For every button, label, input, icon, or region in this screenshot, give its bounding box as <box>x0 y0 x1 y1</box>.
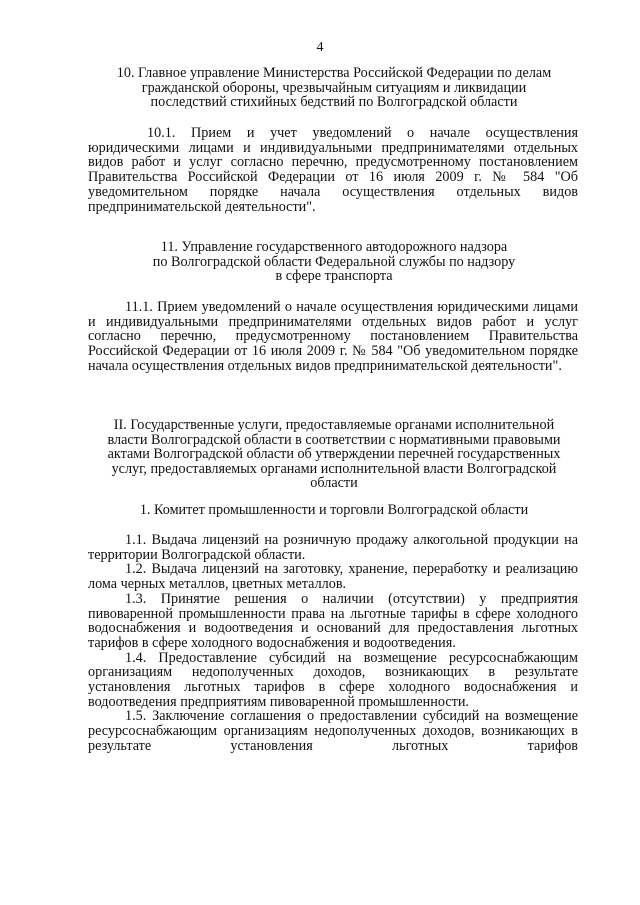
heading-line: в сфере транспорта <box>275 268 393 284</box>
items-1 <box>88 533 578 754</box>
paragraph-text: 11.1. Прием уведомлений о начале осуществления юридическими лицами и индивидуальными предпринимателями отдельных видов работ и услуг согласно перечню, предусмотренному постановлением Правительства Российской Федерации от 16 июля 2009 г. № 584 "Об уведомительном порядке начала осуществления отдельных видов предпринимательской деятельности". <box>88 299 578 374</box>
heading-line: власти Волгоградской области в соответствии с нормативными правовыми <box>107 431 561 448</box>
heading-line: по Волгоградской области Федеральной службы по надзору <box>152 253 516 270</box>
paragraph-1-3: 1.3. Принятие решения о наличии (отсутствии) у предприятия пивоваренной промышленности права на льготные тарифы в сфере холодного водоснабжения и водоотведения и оснований для предоставления льготных тарифов в сфере холодного водоснабжения и водоотведения. <box>88 590 578 651</box>
heading-line: актами Волгоградской области об утверждении перечней государственных <box>107 446 561 462</box>
heading-line: 10. Главное управление Министерства Российской Федерации по делам <box>116 65 552 81</box>
heading-line: 1. Комитет промышленности и торговли Волгоградской области <box>139 502 529 518</box>
paragraph-10-1 <box>88 126 578 214</box>
paragraph-1-5: 1.5. Заключение соглашения о предоставлении субсидий на возмещение ресурсоснабжающим организациям недополученных доходов, возникающих в результате установления льготных тарифов <box>88 708 578 754</box>
section-11-heading <box>90 240 578 284</box>
paragraph-text: 10.1. Прием и учет уведомлений о начале осуществления юридическими лицами и индивидуальными предпринимателями отдельных видов работ и услуг согласно перечню, предусмотренному постановлением Правительства Российской Федерации от 16 июля 2009 г. № 584 "Об уведомительном порядке начала осуществления отдельных видов предпринимательской деятельности". <box>88 125 578 215</box>
heading-line: области <box>310 475 358 491</box>
paragraph-11-1 <box>88 300 578 374</box>
heading-line: последствий стихийных бедствий по Волгоградской области <box>150 94 518 110</box>
committee-1-heading <box>90 503 578 518</box>
page-number: 4 <box>316 40 324 55</box>
paragraph-1-1: 1.1. Выдача лицензий на розничную продажу алкогольной продукции на территории Волгоградской области. <box>88 532 578 563</box>
paragraph-1-2: 1.2. Выдача лицензий на заготовку, хранение, переработку и реализацию лома черных металлов, цветных металлов. <box>88 561 578 593</box>
part-2-heading <box>88 418 580 491</box>
heading-line: II. Государственные услуги, предоставляемые органами исполнительной <box>113 417 555 433</box>
paragraph-1-4: 1.4. Предоставление субсидий на возмещение ресурсоснабжающим организациям недополученных доходов, возникающих в результате установления льготных тарифов в сфере холодного водоснабжения и водоотведения предприятиям пивоваренной промышленности. <box>88 649 578 710</box>
heading-line: услуг, предоставляемых органами исполнительной власти Волгоградской <box>111 460 557 477</box>
section-10-heading <box>90 66 578 110</box>
heading-line: 11. Управление государственного автодорожного надзора <box>160 239 508 255</box>
heading-line: гражданской обороны, чрезвычайным ситуациям и ликвидации <box>141 79 527 96</box>
